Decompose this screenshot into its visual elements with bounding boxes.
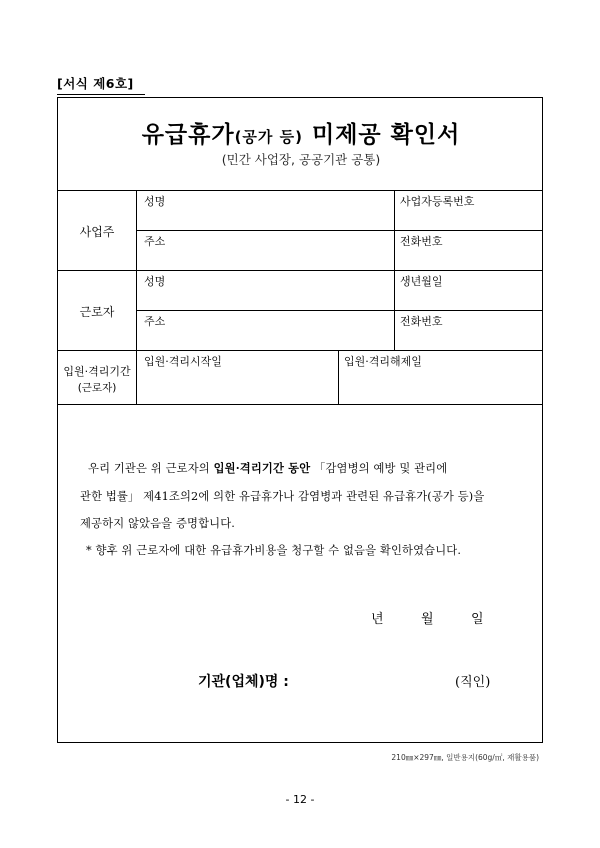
period-section-label: 입원·격리기간 <box>63 365 131 378</box>
confirmation-form <box>57 97 543 743</box>
divider-worker-bottom <box>58 350 542 351</box>
period-start-label: 입원·격리시작일 <box>144 355 222 368</box>
title-main: 유급휴가 <box>141 122 235 148</box>
form-number-tag: [서식 제6호] <box>57 76 134 91</box>
divider-worker-mid <box>136 310 542 311</box>
divider-employer-bottom <box>58 270 542 271</box>
worker-section-label: 근로자 <box>79 305 115 319</box>
statement-line-1-bold: 입원·격리기간 동안 <box>213 461 311 475</box>
divider-employer-mid <box>136 230 542 231</box>
employer-reg-no-label: 사업자등록번호 <box>400 195 475 208</box>
employer-address-label: 주소 <box>144 235 166 248</box>
form-subtitle: (민간 사업장, 공공기관 공통) <box>221 152 381 167</box>
divider-title <box>58 190 542 191</box>
paper-spec-note: 210㎜×297㎜, 일반용지(60g/㎡, 재활용품) <box>391 753 539 762</box>
form-title <box>58 116 544 149</box>
employer-name-label: 성명 <box>144 195 166 208</box>
worker-phone-label: 전화번호 <box>400 315 443 328</box>
divider-period-column <box>338 350 339 404</box>
statement-line-2: 관한 법률」 제41조의2에 의한 유급휴가나 감염병과 관련된 유급휴가(공가 등)을 <box>80 490 485 503</box>
divider-period-bottom <box>58 404 542 405</box>
organization-name-label: 기관(업체)명 : <box>198 674 289 690</box>
statement-note: * 향후 위 근로자에 대한 유급휴가비용을 청구할 수 없음을 확인하였습니다. <box>86 544 462 557</box>
worker-birth-label: 생년월일 <box>400 275 443 288</box>
statement-line-3: 제공하지 않았음을 증명합니다. <box>80 517 236 530</box>
page-number: - 12 - <box>285 793 315 806</box>
divider-right-column <box>394 190 395 350</box>
period-end-label: 입원·격리해제일 <box>344 355 422 368</box>
worker-name-label: 성명 <box>144 275 166 288</box>
official-seal-label: (직인) <box>455 675 491 690</box>
date-day-label: 일 <box>471 612 484 627</box>
statement-line-1-post: 「감염병의 예방 및 관리에 <box>310 462 448 475</box>
title-tail: 미제공 확인서 <box>302 122 461 148</box>
date-year-label: 년 <box>371 612 384 627</box>
employer-phone-label: 전화번호 <box>400 235 443 248</box>
worker-address-label: 주소 <box>144 315 166 328</box>
divider-label-column <box>136 190 137 404</box>
statement-line-1 <box>88 460 447 476</box>
form-tag-underline <box>57 94 145 95</box>
statement-line-1-pre: 우리 기관은 위 근로자의 <box>88 462 214 475</box>
date-month-label: 월 <box>421 612 434 627</box>
title-parenthetical: (공가 등) <box>234 128 303 146</box>
employer-section-label: 사업주 <box>79 225 115 239</box>
period-section-sublabel: (근로자) <box>77 382 117 394</box>
